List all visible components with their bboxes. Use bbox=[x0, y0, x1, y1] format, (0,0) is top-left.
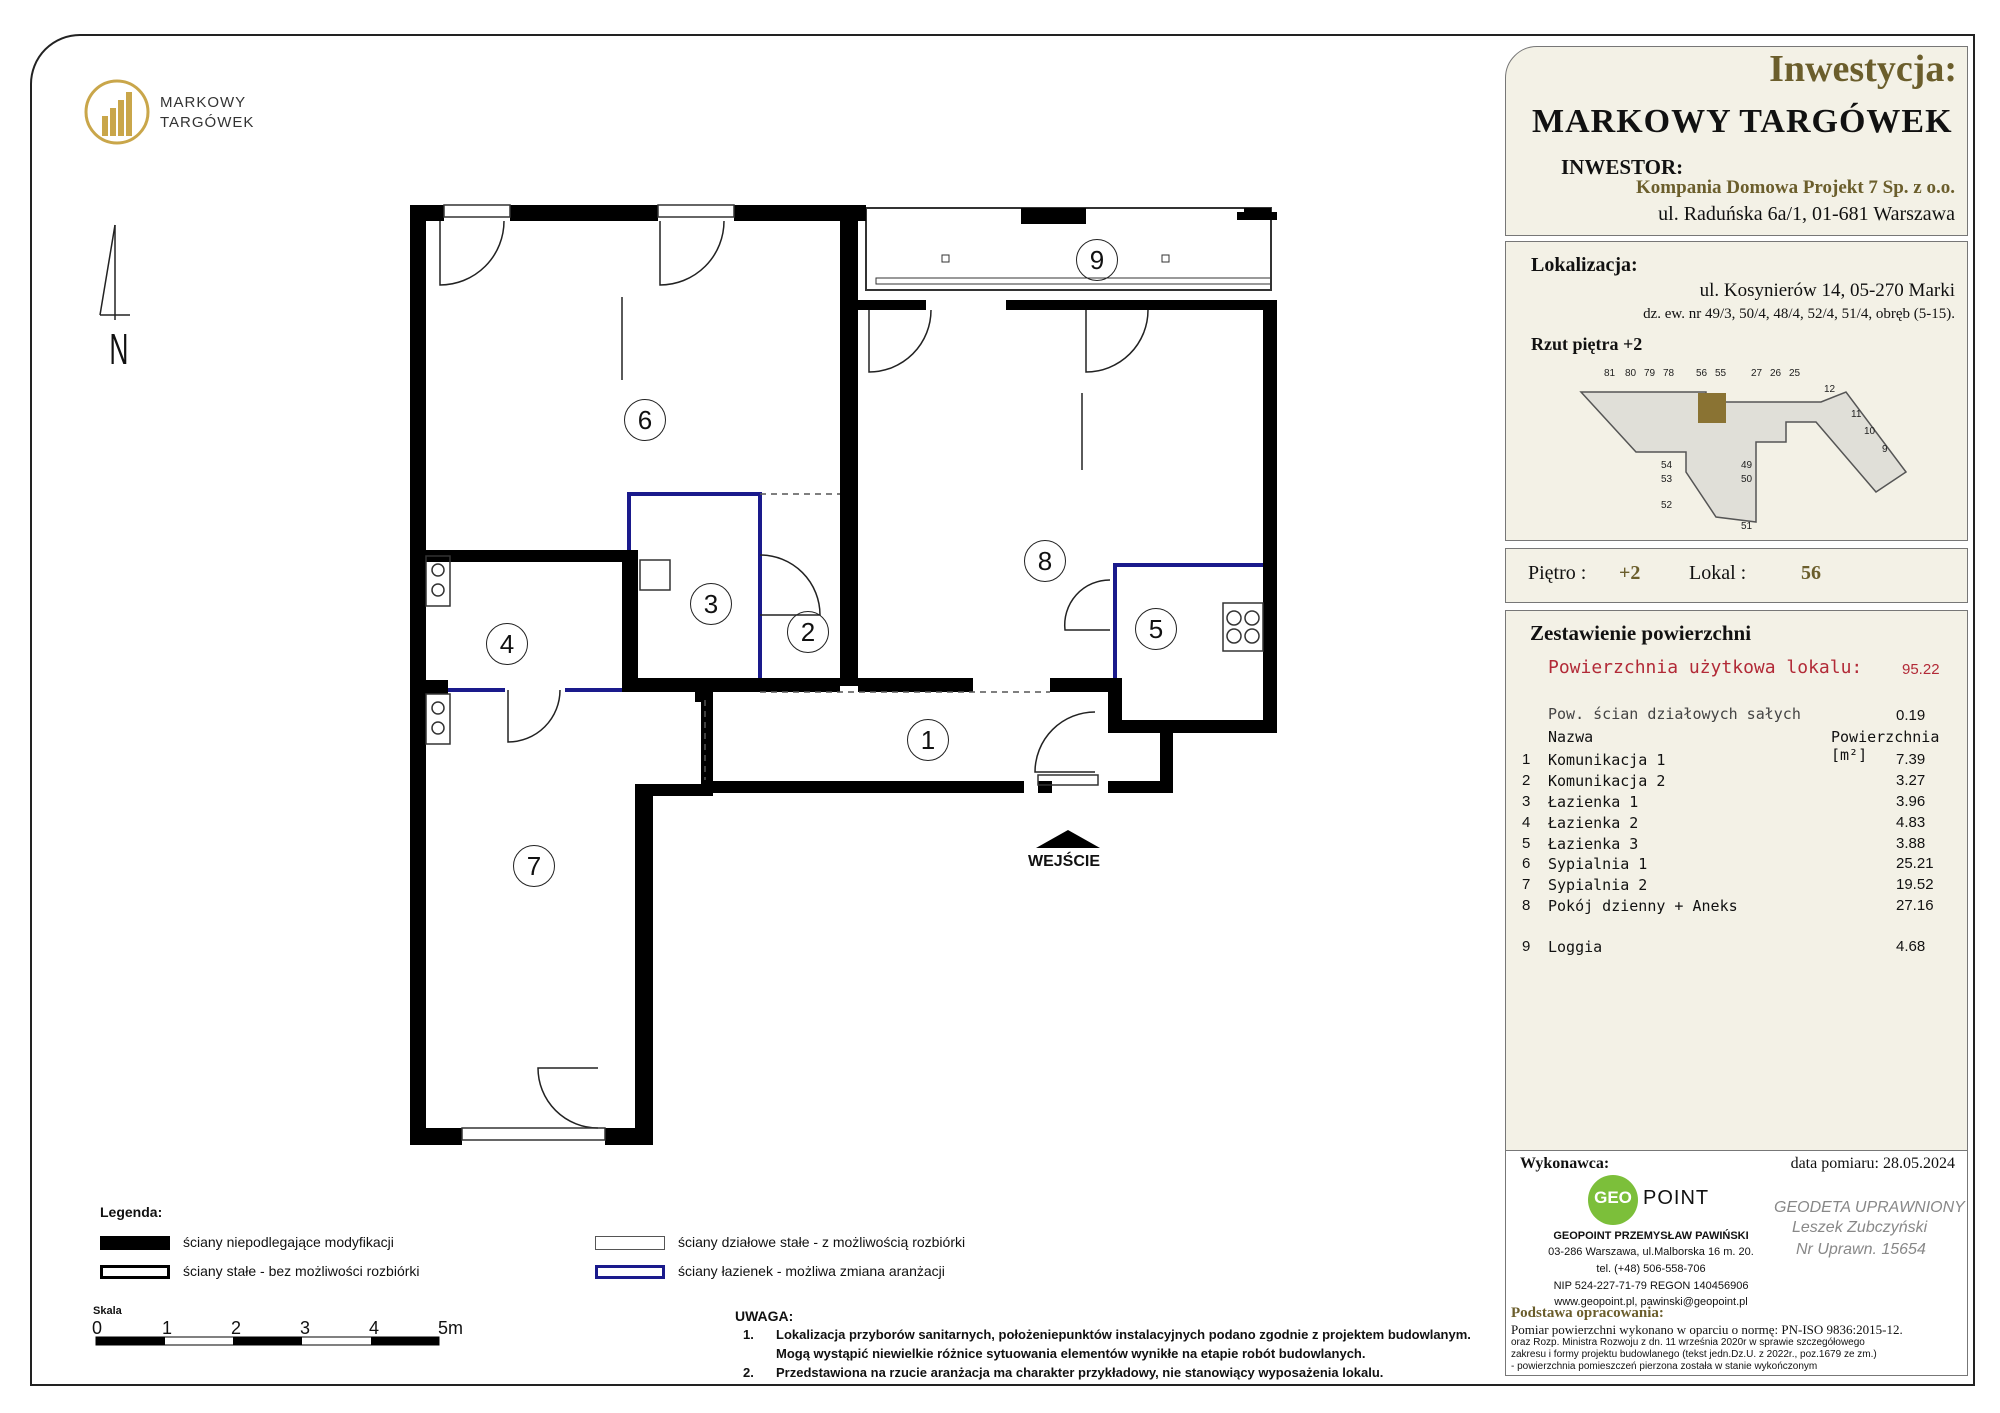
area-row bbox=[1522, 938, 1530, 955]
areas-title: Zestawienie powierzchni bbox=[1530, 621, 1752, 645]
area-row bbox=[1522, 751, 1530, 768]
location-label: Lokalizacja: bbox=[1531, 254, 1638, 276]
usable-area-value: 95.22 bbox=[1902, 661, 1940, 678]
area-row-no: 9 bbox=[1522, 938, 1531, 955]
notes-title: UWAGA: bbox=[735, 1308, 794, 1324]
scale-bar bbox=[95, 1336, 445, 1346]
areas-col-name: Nazwa bbox=[1548, 728, 1594, 746]
area-row-name: Sypialnia 2 bbox=[1548, 876, 1648, 894]
area-row-value: 4.83 bbox=[1896, 814, 1926, 831]
room-number-5: 5 bbox=[1135, 608, 1177, 650]
scale-tick-0: 0 bbox=[92, 1318, 103, 1338]
area-row-name: Łazienka 1 bbox=[1548, 793, 1639, 811]
floor-value: +2 bbox=[1619, 562, 1641, 584]
area-row-value: 4.68 bbox=[1896, 938, 1926, 955]
area-row-no: 6 bbox=[1522, 855, 1531, 872]
svg-text:10: 10 bbox=[1864, 426, 1876, 437]
usable-area-label: Powierzchnia użytkowa lokalu: bbox=[1548, 657, 1863, 678]
scale-label: Skala bbox=[93, 1305, 122, 1317]
company-name: GEOPOINT PRZEMYSŁAW PAWIŃSKI bbox=[1553, 1230, 1749, 1242]
area-row-no: 4 bbox=[1522, 814, 1531, 831]
legend-item-partition: ściany działowe stałe - z możliwością rozbiórki bbox=[678, 1234, 966, 1250]
area-row-value: 3.27 bbox=[1896, 772, 1926, 789]
surveyor-stamp-line2: Leszek Zubczyński bbox=[1792, 1219, 1928, 1236]
basis-line4: - powierzchnia pomieszczeń pierzona została w stanie wykończonym bbox=[1511, 1361, 1818, 1372]
basis-line2: oraz Rozp. Ministra Rozwoju z dn. 11 września 2020r w sprawie szczegółowego bbox=[1511, 1337, 1865, 1348]
basis-line3: zakresu i formy projektu budowlanego (tekst jedn.Dz.U. z 2022r., poz.1679 ze zm.) bbox=[1511, 1349, 1877, 1360]
area-row-value: 19.52 bbox=[1896, 876, 1934, 893]
unit-label: Lokal : bbox=[1689, 562, 1747, 584]
area-row bbox=[1522, 897, 1530, 914]
logo-line1: MARKOWY bbox=[160, 94, 247, 111]
contractor-label: Wykonawca: bbox=[1520, 1155, 1610, 1172]
area-row-no: 5 bbox=[1522, 835, 1531, 852]
svg-text:55: 55 bbox=[1715, 368, 1727, 379]
areas-col-area: Powierzchnia [m²] bbox=[1831, 728, 1940, 764]
svg-text:50: 50 bbox=[1741, 474, 1753, 485]
investment-label: Inwestycja: bbox=[1769, 48, 1957, 90]
investment-name: MARKOWY TARGÓWEK bbox=[1532, 103, 1953, 140]
note-2: Przedstawiona na rzucie aranżacja ma charakter przykładowy, nie stanowiący wyposażenia lokalu. bbox=[776, 1365, 1384, 1380]
key-plan bbox=[1576, 362, 1956, 537]
svg-text:26: 26 bbox=[1770, 368, 1782, 379]
area-row bbox=[1522, 876, 1530, 893]
svg-text:78: 78 bbox=[1663, 368, 1675, 379]
scale-tick-2: 2 bbox=[231, 1318, 242, 1338]
area-row-no: 7 bbox=[1522, 876, 1531, 893]
svg-text:81: 81 bbox=[1604, 368, 1616, 379]
room-number-6: 6 bbox=[624, 399, 666, 441]
scale-tick-4: 4 bbox=[369, 1318, 380, 1338]
legend-swatch-fixed bbox=[100, 1236, 170, 1250]
scale-tick-5: 5m bbox=[438, 1318, 464, 1338]
basis-label: Podstawa opracowania: bbox=[1511, 1305, 1664, 1321]
scale-tick-3: 3 bbox=[300, 1318, 311, 1338]
area-row-value: 25.21 bbox=[1896, 855, 1934, 872]
investment-panel bbox=[1505, 46, 1968, 236]
area-row-value: 3.96 bbox=[1896, 793, 1926, 810]
basis-line1: Pomiar powierzchni wykonano w oparciu o normę: PN-ISO 9836:2015-12. bbox=[1511, 1322, 1903, 1337]
room-number-9: 9 bbox=[1076, 239, 1118, 281]
legend-swatch-permanent bbox=[100, 1265, 170, 1279]
scale-tick-1: 1 bbox=[162, 1318, 173, 1338]
legend-swatch-bathroom bbox=[595, 1265, 665, 1279]
svg-text:56: 56 bbox=[1696, 368, 1708, 379]
area-row bbox=[1522, 855, 1530, 872]
investor-name: Kompania Domowa Projekt 7 Sp. z o.o. bbox=[1636, 177, 1955, 198]
area-row-no: 8 bbox=[1522, 897, 1531, 914]
area-row-value: 3.88 bbox=[1896, 835, 1926, 852]
area-row bbox=[1522, 814, 1530, 831]
svg-text:27: 27 bbox=[1751, 368, 1763, 379]
area-row bbox=[1522, 835, 1530, 852]
room-number-2: 2 bbox=[787, 611, 829, 653]
svg-text:12: 12 bbox=[1824, 384, 1836, 395]
compass-label: N bbox=[109, 325, 129, 374]
legend-title: Legenda: bbox=[100, 1204, 163, 1220]
room-number-1: 1 bbox=[907, 719, 949, 761]
company-tel: tel. (+48) 506-558-706 bbox=[1596, 1263, 1706, 1275]
svg-text:25: 25 bbox=[1789, 368, 1801, 379]
logo-point: POINT bbox=[1643, 1187, 1710, 1209]
walls-area-value: 0.19 bbox=[1896, 707, 1926, 724]
company-address: 03-286 Warszawa, ul.Malborska 16 m. 20. bbox=[1548, 1246, 1754, 1258]
legend-item-permanent: ściany stałe - bez możliwości rozbiórki bbox=[183, 1263, 420, 1279]
area-row-name: Łazienka 2 bbox=[1548, 814, 1639, 832]
svg-text:9: 9 bbox=[1882, 444, 1888, 455]
area-row-no: 2 bbox=[1522, 772, 1531, 789]
svg-text:52: 52 bbox=[1661, 500, 1673, 511]
unit-panel bbox=[1505, 548, 1968, 603]
floor-label: Piętro : bbox=[1528, 562, 1587, 584]
company-web: www.geopoint.pl, pawinski@geopoint.pl bbox=[1554, 1296, 1748, 1308]
svg-text:11: 11 bbox=[1851, 409, 1862, 420]
company-nip: NIP 524-227-71-79 REGON 140456906 bbox=[1553, 1280, 1749, 1292]
location-address: ul. Kosynierów 14, 05-270 Marki bbox=[1699, 280, 1955, 301]
note-1-line1: Lokalizacja przyborów sanitarnych, położeniepunktów instalacyjnych podano zgodnie z projektem budowlanym. bbox=[776, 1327, 1471, 1342]
area-row-no: 1 bbox=[1522, 751, 1531, 768]
room-number-8: 8 bbox=[1024, 540, 1066, 582]
note-1-number: 1. bbox=[743, 1327, 754, 1342]
unit-value: 56 bbox=[1801, 562, 1821, 584]
area-row-name: Sypialnia 1 bbox=[1548, 855, 1648, 873]
room-number-7: 7 bbox=[513, 845, 555, 887]
entrance-label: WEJŚCIE bbox=[1028, 853, 1101, 870]
room-number-4: 4 bbox=[486, 623, 528, 665]
investor-address: ul. Raduńska 6a/1, 01-681 Warszawa bbox=[1658, 203, 1955, 225]
contractor-panel bbox=[1505, 1150, 1968, 1376]
area-row-value: 27.16 bbox=[1896, 897, 1934, 914]
surveyor-stamp-line1: GEODETA UPRAWNIONY bbox=[1774, 1199, 1965, 1216]
area-row-name: Komunikacja 2 bbox=[1548, 772, 1666, 790]
logo-line2: TARGÓWEK bbox=[160, 114, 255, 131]
svg-text:54: 54 bbox=[1661, 460, 1673, 471]
area-row bbox=[1522, 772, 1530, 789]
investor-label: INWESTOR: bbox=[1561, 155, 1684, 179]
area-row-name: Pokój dzienny + Aneks bbox=[1548, 897, 1738, 915]
svg-text:79: 79 bbox=[1644, 368, 1656, 379]
measurement-date: data pomiaru: 28.05.2024 bbox=[1790, 1155, 1955, 1172]
legend-item-fixed: ściany niepodlegające modyfikacji bbox=[183, 1234, 394, 1250]
surveyor-stamp-line3: Nr Uprawn. 15654 bbox=[1796, 1241, 1926, 1258]
svg-text:53: 53 bbox=[1661, 474, 1673, 485]
note-2-number: 2. bbox=[743, 1365, 754, 1380]
area-row bbox=[1522, 793, 1530, 810]
note-1-line2: Mogą wystąpić niewielkie różnice sytuowania elementów wynikłe na etapie robót budowlanych. bbox=[776, 1346, 1366, 1361]
svg-text:51: 51 bbox=[1741, 521, 1753, 532]
legend-swatch-partition bbox=[595, 1236, 665, 1250]
legend-item-bathroom: ściany łazienek - możliwa zmiana aranżacji bbox=[678, 1263, 945, 1279]
location-panel bbox=[1505, 241, 1968, 541]
geopoint-logo bbox=[1588, 1173, 1713, 1225]
svg-text:49: 49 bbox=[1741, 460, 1753, 471]
area-row-value: 7.39 bbox=[1896, 751, 1926, 768]
location-parcels: dz. ew. nr 49/3, 50/4, 48/4, 52/4, 51/4, obręb (5-15). bbox=[1643, 306, 1955, 322]
floor-plan-label: Rzut piętra +2 bbox=[1531, 334, 1643, 354]
area-row-name: Łazienka 3 bbox=[1548, 835, 1639, 853]
area-row-name: Loggia bbox=[1548, 938, 1603, 956]
area-row-name: Komunikacja 1 bbox=[1548, 751, 1666, 769]
area-row-no: 3 bbox=[1522, 793, 1531, 810]
room-number-3: 3 bbox=[690, 583, 732, 625]
walls-area-label: Pow. ścian działowych sałych bbox=[1548, 705, 1801, 723]
svg-text:80: 80 bbox=[1625, 368, 1637, 379]
logo-geo: GEO bbox=[1594, 1188, 1632, 1207]
areas-panel bbox=[1505, 610, 1968, 1153]
